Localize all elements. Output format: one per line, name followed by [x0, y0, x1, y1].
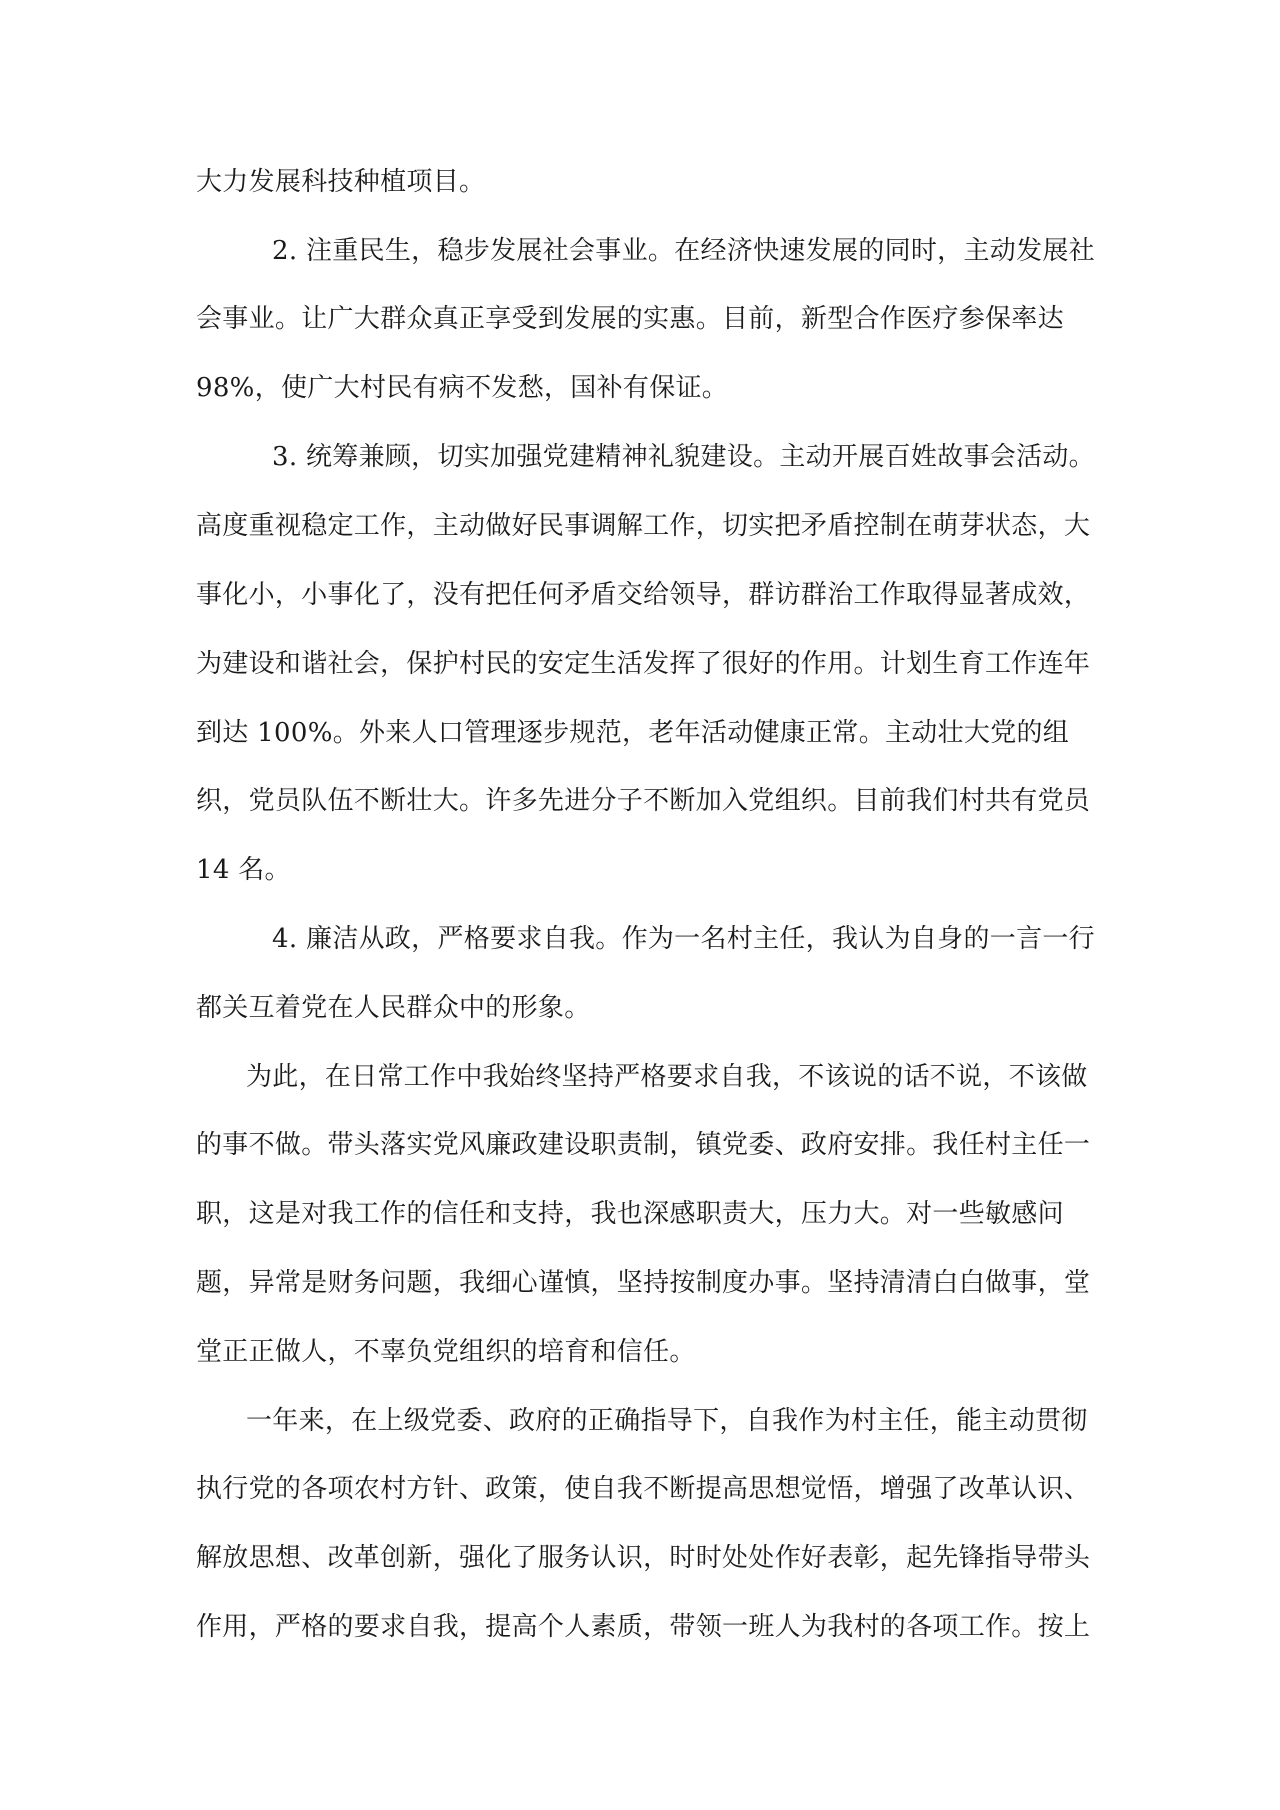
- text-line: 都关互着党在人民群众中的形象。: [196, 993, 591, 1023]
- text-line: 98%，使广大村民有病不发愁，国补有保证。: [196, 373, 729, 403]
- text-line: 高度重视稳定工作，主动做好民事调解工作，切实把矛盾控制在萌芽状态，大: [196, 511, 1091, 541]
- text-line: 执行党的各项农村方针、政策，使自我不断提高思想觉悟，增强了改革认识、: [196, 1474, 1091, 1504]
- text-line: 4. 廉洁从政，严格要求自我。作为一名村主任，我认为自身的一言一行: [272, 924, 1095, 954]
- text-line: 职，这是对我工作的信任和支持，我也深感职责大，压力大。对一些敏感问: [196, 1199, 1064, 1229]
- text-line: 14 名。: [196, 855, 291, 885]
- text-line: 事化小，小事化了，没有把任何矛盾交给领导，群访群治工作取得显著成效，: [196, 580, 1091, 610]
- text-line: 题，异常是财务问题，我细心谨慎，坚持按制度办事。坚持清清白白做事，堂: [196, 1268, 1091, 1298]
- text-line: 的事不做。带头落实党风廉政建设职责制，镇党委、政府安排。我任村主任一: [196, 1130, 1091, 1160]
- text-line: 3. 统筹兼顾，切实加强党建精神礼貌建设。主动开展百姓故事会活动。: [272, 442, 1095, 472]
- text-line: 到达 100%。外来人口管理逐步规范，老年活动健康正常。主动壮大党的组: [196, 718, 1070, 748]
- text-line: 会事业。让广大群众真正享受到发展的实惠。目前，新型合作医疗参保率达: [196, 304, 1064, 334]
- text-line: 一年来，在上级党委、政府的正确指导下，自我作为村主任，能主动贯彻: [246, 1406, 1088, 1436]
- text-line: 为此，在日常工作中我始终坚持严格要求自我，不该说的话不说，不该做: [246, 1062, 1088, 1092]
- text-line: 作用，严格的要求自我，提高个人素质，带领一班人为我村的各项工作。按上: [196, 1612, 1091, 1642]
- text-line: 大力发展科技种植项目。: [196, 167, 486, 197]
- text-line: 堂正正做人，不辜负党组织的培育和信任。: [196, 1337, 696, 1367]
- text-line: 解放思想、改革创新，强化了服务认识，时时处处作好表彰，起先锋指导带头: [196, 1543, 1091, 1573]
- text-line: 为建设和谐社会，保护村民的安定生活发挥了很好的作用。计划生育工作连年: [196, 649, 1091, 679]
- text-line: 织，党员队伍不断壮大。许多先进分子不断加入党组织。目前我们村共有党员: [196, 786, 1091, 816]
- text-line: 2. 注重民生，稳步发展社会事业。在经济快速发展的同时，主动发展社: [272, 236, 1095, 266]
